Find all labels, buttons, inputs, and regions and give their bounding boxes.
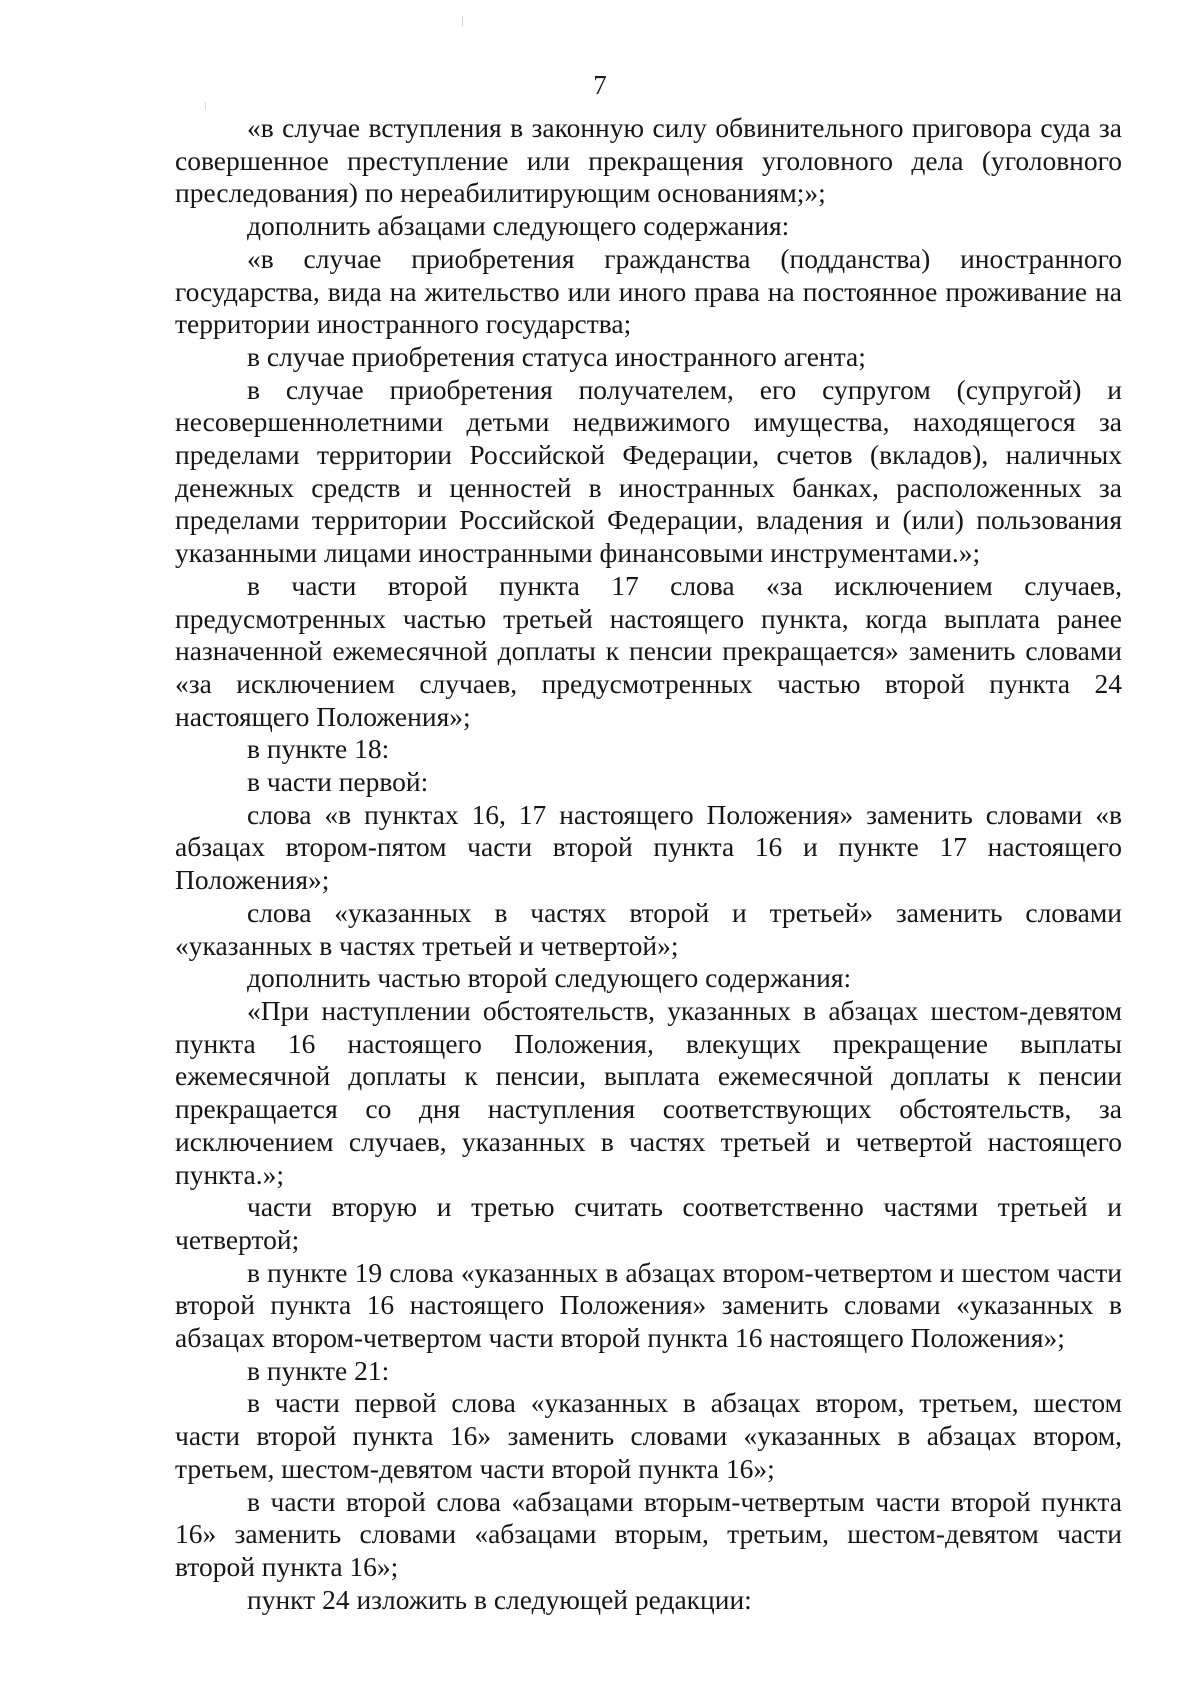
paragraph: в пункте 21: [247,1354,390,1386]
paragraph: дополнить абзацами следующего содержания: [247,210,790,242]
paragraph: «в случае вступления в законную силу обвинительного приговора суда за совершенное преступление или прекращения уголовного дела (уголовного преследования) по нереабилитирующим основаниям;»; [175,112,1122,209]
paragraph: в случае приобретения получателем, его супругом (супругой) и несовершеннолетними детьми недвижимого имущества, находящегося за пределами территории Российской Федерации, счетов (вкладов), наличных денежных средств и ценностей в иностранных банках, расположенных за пределами территории Российской Федерации, владения и (или) пользования указанными лицами иностранными финансовыми инструментами.»; [175,373,1122,569]
paragraph: в части второй слова «абзацами вторым-четвертым части второй пункта 16» заменить словами «абзацами вторым, третьим, шестом-девятом части второй пункта 16»; [175,1485,1122,1582]
paragraph: слова «указанных в частях второй и третьей» заменить словами «указанных в частях третьей и четвертой»; [175,896,1122,961]
paragraph: пункт 24 изложить в следующей редакции: [247,1583,752,1615]
paragraph: в случае приобретения статуса иностранного агента; [247,340,866,372]
paragraph: «в случае приобретения гражданства (подданства) иностранного государства, вида на жительство или иного права на постоянное проживание на территории иностранного государства; [175,242,1122,340]
paragraph: слова «в пунктах 16, 17 настоящего Положения» заменить словами «в абзацах втором-пятом части второй пункта 16 и пункте 17 настоящего Положения»; [175,798,1122,896]
paragraph: в части первой: [247,766,429,798]
scan-artifact [205,102,206,110]
paragraph: в части второй пункта 17 слова «за исключением случаев, предусмотренных частью третьей настоящего пункта, когда выплата ранее назначенной ежемесячной доплаты к пенсии прекращается» заменить словами «за исключением случаев, предусмотренных частью второй пункта 24 настоящего Положения»; [175,569,1122,732]
paragraph: в пункте 18: [247,733,390,765]
page-number: 7 [593,70,607,100]
paragraph: в части первой слова «указанных в абзацах втором, третьем, шестом части второй пункта 16» заменить словами «указанных в абзацах втором, третьем, шестом-девятом части второй пункта 16»; [175,1387,1122,1484]
document-body [175,112,1122,1616]
paragraph: части вторую и третью считать соответственно частями третьей и четвертой; [175,1191,1122,1255]
paragraph: в пункте 19 слова «указанных в абзацах втором-четвертом и шестом части второй пункта 16 настоящего Положения» заменить словами «указанных в абзацах втором-четвертом части второй пункта 16 настоящего Положения»; [175,1256,1122,1354]
paragraph: дополнить частью второй следующего содержания: [247,962,852,994]
scan-artifact [462,16,463,26]
paragraph: «При наступлении обстоятельств, указанных в абзацах шестом-девятом пункта 16 настоящего Положения, влекущих прекращение выплаты ежемесячной доплаты к пенсии, выплата ежемесячной доплаты к пенсии прекращается со дня наступления соответствующих обстоятельств, за исключением случаев, указанных в частях третьей и четвертой настоящего пункта.»; [175,994,1122,1190]
